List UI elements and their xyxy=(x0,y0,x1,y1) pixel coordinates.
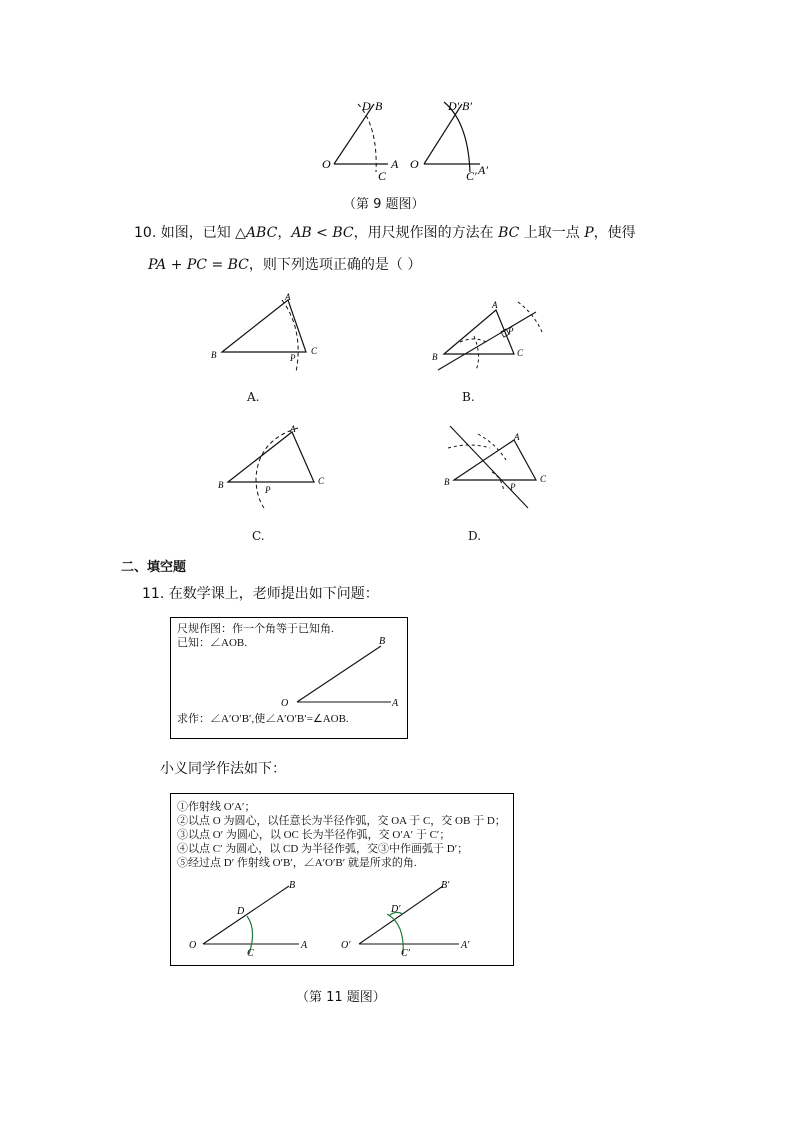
q9-caption: （第 9 题图） xyxy=(343,197,425,212)
q11-box2-angle-right xyxy=(339,876,489,962)
section-fill-in-title: 二、填空题 xyxy=(121,560,187,575)
q11-stem xyxy=(142,583,379,603)
q10-inequality: AB < BC xyxy=(291,225,354,241)
q11-box1-label-b: B xyxy=(379,636,386,647)
q11-intro: 小义同学作法如下： xyxy=(160,761,286,777)
q10-line-2 xyxy=(148,254,421,274)
q10-option-c[interactable]: C. xyxy=(252,529,265,543)
q10-text-a: 如图，已知 xyxy=(160,225,231,241)
q10-figure-c xyxy=(212,422,337,512)
q10-option-a[interactable]: A. xyxy=(247,390,260,404)
q10-option-d[interactable]: D. xyxy=(468,529,482,543)
q10-equation: PA + PC = BC xyxy=(148,257,249,273)
q11-r-label-o: O′ xyxy=(341,940,351,951)
q9-f2-label-b: B′ xyxy=(462,99,472,113)
q11-box1-line1: 尺规作图：作一个角等于已知角. xyxy=(177,623,334,635)
q11-box1-line3: 求作：∠A′O′B′,使∠A′O′B′=∠AOB. xyxy=(177,713,349,725)
q9-f1-label-b: B xyxy=(375,99,383,113)
q10b-label-p: P xyxy=(508,326,514,336)
q11-caption: （第 11 题图） xyxy=(296,990,386,1005)
q10c-label-b: B xyxy=(218,480,224,490)
q11-l-label-b: B xyxy=(289,880,296,891)
q10a-label-b: B xyxy=(211,350,217,360)
q9-f2-label-o: O xyxy=(410,157,419,171)
q10-text-c: 上取一点 xyxy=(523,225,580,241)
q10c-label-a: A xyxy=(290,424,296,434)
q11-problem-box xyxy=(170,617,408,739)
q11-method-box xyxy=(170,793,514,966)
q10-bc: BC xyxy=(498,225,520,241)
q10a-label-a: A xyxy=(285,292,291,302)
q11-stem-text: 在数学课上，老师提出如下问题： xyxy=(168,586,379,602)
q9-f1-label-c: C xyxy=(378,169,387,183)
q10-figure-d xyxy=(440,422,565,514)
q10c-label-p: P xyxy=(265,485,271,495)
q9-f1-label-o: O xyxy=(322,157,331,171)
q9-f1-label-a: A xyxy=(391,157,399,171)
q10a-label-p: P xyxy=(290,353,296,363)
q10-triangle: △ABC xyxy=(235,225,278,241)
q11-r-label-a: A′ xyxy=(461,940,470,951)
q11-l-label-o: O xyxy=(189,940,197,951)
q10d-label-c: C xyxy=(540,474,547,484)
q10-p: P xyxy=(584,225,594,241)
q9-figure-2 xyxy=(408,96,498,186)
q11-step-5: ⑤经过点 D′ 作射线 O′B′，∠A′O′B′ 就是所求的角. xyxy=(177,857,417,869)
q9-f1-label-d: D xyxy=(362,99,371,113)
q11-r-label-c: C′ xyxy=(401,948,410,959)
q11-box2-angle-left xyxy=(185,876,315,962)
q10b-label-b: B xyxy=(432,352,438,362)
q11-step-3: ③以点 O′ 为圆心，以 OC 长为半径作弧，交 O′A′ 于 C′； xyxy=(177,829,451,841)
q11-box1-label-o: O xyxy=(281,698,289,709)
q11-l-label-c: C xyxy=(247,948,254,959)
q10-text-d: ，使得 xyxy=(593,225,636,241)
q11-l-label-d: D xyxy=(237,906,245,917)
q9-f2-label-a: A′ xyxy=(478,163,488,177)
q10-text-e: ，则下列选项正确的是（ ） xyxy=(248,257,422,273)
q10d-label-b: B xyxy=(444,477,450,487)
q10c-label-c: C xyxy=(318,476,325,486)
q10d-label-p: P xyxy=(510,482,516,492)
q10-figure-b xyxy=(430,296,560,376)
q10b-label-a: A xyxy=(492,300,498,310)
q11-box1-label-a: A xyxy=(392,698,399,709)
q9-f2-label-d: D′ xyxy=(448,99,460,113)
q11-box1-line2: 已知：∠AOB. xyxy=(177,637,247,649)
q11-l-label-a: A xyxy=(301,940,308,951)
q10-option-b[interactable]: B. xyxy=(462,390,475,404)
q9-figure-1 xyxy=(318,96,408,186)
q10-number: 10. xyxy=(134,225,157,241)
q10-figure-a xyxy=(208,290,328,375)
q10-comma: ， xyxy=(277,225,292,241)
q11-step-4: ④以点 C′ 为圆心，以 CD 为半径作弧，交③中作画弧于 D′； xyxy=(177,843,469,855)
q10-text-b: ，用尺规作图的方法在 xyxy=(353,225,494,241)
q10-line-1 xyxy=(134,222,636,242)
q11-step-2: ②以点 O 为圆心，以任意长为半径作弧，交 OA 于 C，交 OB 于 D； xyxy=(177,815,506,827)
q11-number: 11. xyxy=(142,586,165,602)
q9-f2-label-c: C′ xyxy=(466,169,477,183)
q11-box1-angle xyxy=(277,632,407,714)
q11-step-1: ①作射线 O′A′； xyxy=(177,801,256,813)
q10a-label-c: C xyxy=(311,346,318,356)
q11-r-label-b: B′ xyxy=(441,880,450,891)
q11-r-label-d: D′ xyxy=(391,904,401,915)
q10d-label-a: A xyxy=(514,432,520,442)
q10b-label-c: C xyxy=(517,348,524,358)
